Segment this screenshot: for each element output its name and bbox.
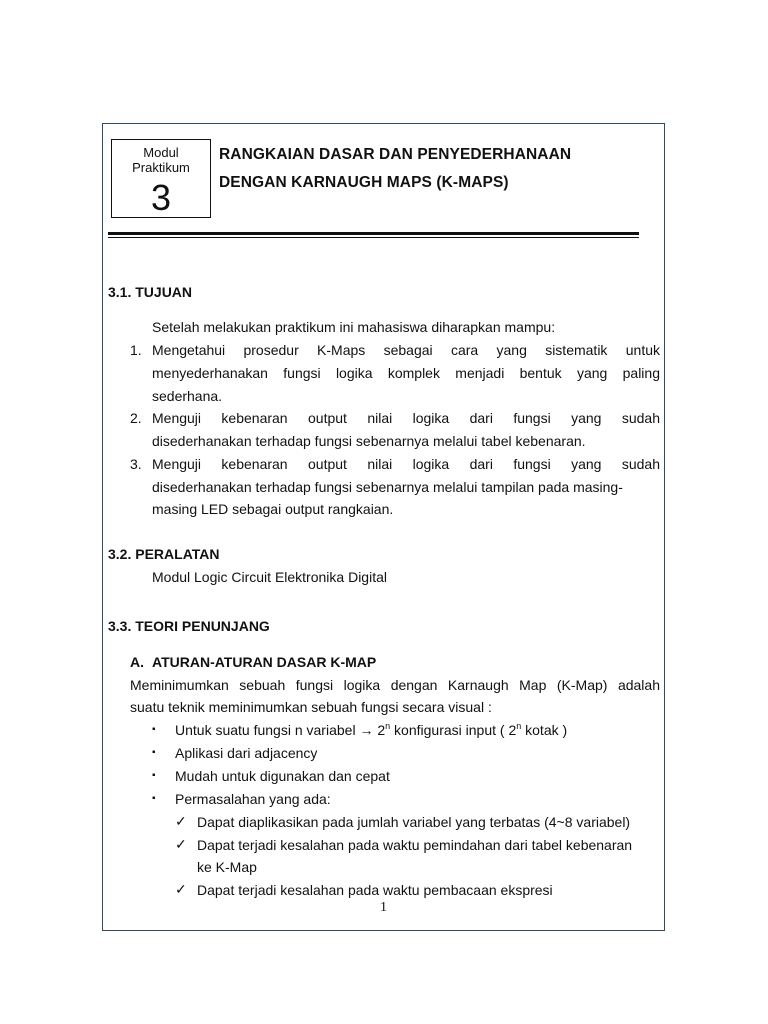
check-item: Dapat terjadi kesalahan pada waktu pemindahan dari tabel kebenaran bbox=[197, 837, 633, 853]
section-heading-tujuan: 3.1. TUJUAN bbox=[108, 284, 193, 300]
module-number: 3 bbox=[150, 177, 172, 218]
list-item-line: menyederhanakan fungsi logika komplek menjadi bentuk yang paling bbox=[152, 365, 660, 381]
arrow-right-icon: → bbox=[359, 722, 374, 738]
checkmark-icon: ✓ bbox=[175, 813, 187, 829]
title-divider-thick bbox=[108, 232, 639, 235]
paragraph-line: suatu teknik meminimumkan sebuah fungsi secara visual : bbox=[130, 699, 492, 715]
section-heading-teori: 3.3. TEORI PENUNJANG bbox=[108, 618, 270, 634]
module-label: Modul bbox=[143, 145, 179, 160]
bullet-item: Mudah untuk digunakan dan cepat bbox=[175, 768, 390, 784]
page-border bbox=[102, 123, 665, 931]
title-divider-thin bbox=[108, 237, 639, 238]
list-marker: 2. bbox=[130, 410, 142, 426]
subsection-heading: ATURAN-ATURAN DASAR K-MAP bbox=[152, 654, 377, 670]
square-bullet-icon: ▪ bbox=[152, 770, 156, 781]
check-item: Dapat terjadi kesalahan pada waktu pembacaan ekspresi bbox=[197, 882, 553, 898]
list-item-line: disederhanakan terhadap fungsi sebenarnya melalui tabel kebenaran. bbox=[152, 433, 586, 449]
list-marker: 3. bbox=[130, 456, 142, 472]
bullet-item: Permasalahan yang ada: bbox=[175, 791, 331, 807]
page-number: 1 bbox=[380, 900, 387, 915]
check-item: Dapat diaplikasikan pada jumlah variabel yang terbatas (4~8 variabel) bbox=[197, 814, 631, 830]
check-item: ke K-Map bbox=[197, 859, 257, 875]
module-box bbox=[111, 139, 211, 218]
list-item-line: Menguji kebenaran output nilai logika dari fungsi yang sudah bbox=[152, 410, 660, 426]
praktikum-label: Praktikum bbox=[132, 160, 190, 175]
square-bullet-icon: ▪ bbox=[152, 793, 156, 804]
list-item-line: Mengetahui prosedur K-Maps sebagai cara yang sistematik untuk bbox=[152, 342, 660, 358]
peralatan-text: Modul Logic Circuit Elektronika Digital bbox=[152, 569, 387, 585]
page-title-line2: DENGAN KARNAUGH MAPS (K-MAPS) bbox=[219, 174, 509, 191]
paragraph-line: Meminimumkan sebuah fungsi logika dengan Karnaugh Map (K-Map) adalah bbox=[130, 677, 660, 693]
tujuan-intro: Setelah melakukan praktikum ini mahasiswa diharapkan mampu: bbox=[152, 319, 556, 335]
checkmark-icon: ✓ bbox=[175, 836, 187, 852]
list-item-line: Menguji kebenaran output nilai logika dari fungsi yang sudah bbox=[152, 456, 660, 472]
square-bullet-icon: ▪ bbox=[152, 747, 156, 758]
checkmark-icon: ✓ bbox=[175, 881, 187, 897]
list-item-line: masing LED sebagai output rangkaian. bbox=[152, 501, 394, 517]
square-bullet-icon: ▪ bbox=[152, 724, 156, 735]
section-heading-peralatan: 3.2. PERALATAN bbox=[108, 546, 220, 562]
bullet-item: Untuk suatu fungsi n variabel → 2$^n$ konfigurasi input ( 2$^n$ kotak ) bbox=[175, 721, 568, 738]
list-marker: 1. bbox=[130, 342, 142, 358]
bullet-item: Aplikasi dari adjacency bbox=[175, 745, 318, 761]
subsection-marker: A. bbox=[130, 654, 144, 670]
list-item-line: sederhana. bbox=[152, 388, 223, 404]
list-item-line: disederhanakan terhadap fungsi sebenarnya melalui tampilan pada masing- bbox=[152, 479, 623, 495]
page-title-line1: RANGKAIAN DASAR DAN PENYEDERHANAAN bbox=[219, 146, 572, 163]
